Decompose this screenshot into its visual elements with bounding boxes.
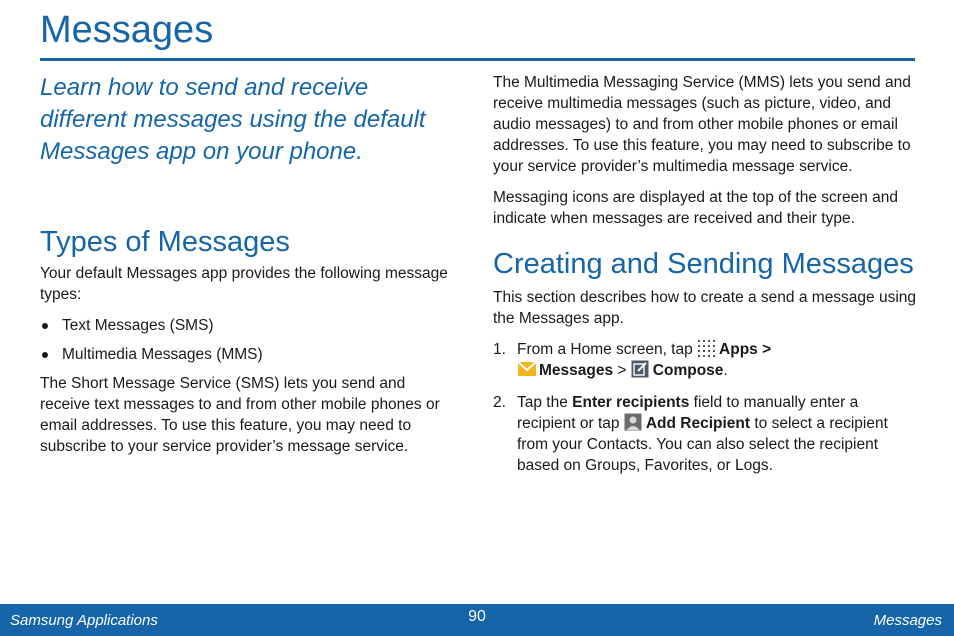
- footer-section-label: Samsung Applications: [10, 612, 158, 629]
- separator: >: [617, 362, 627, 379]
- enter-recipients-label: Enter recipients: [572, 394, 690, 411]
- left-column: [40, 72, 450, 467]
- period: .: [723, 362, 728, 379]
- page-footer: [0, 604, 954, 636]
- compose-label: Compose: [652, 362, 724, 379]
- title-rule: [40, 58, 915, 61]
- step-2: [493, 392, 918, 476]
- step-number: 1.: [493, 341, 506, 358]
- apps-label: Apps: [719, 341, 758, 358]
- intro-text: Learn how to send and receive different messages using the default Messages app on your phone.: [40, 74, 426, 165]
- add-recipient-label: Add Recipient: [645, 415, 751, 432]
- contact-person-icon: [624, 413, 642, 431]
- types-heading: Types of Messages: [40, 226, 290, 258]
- separator: >: [762, 341, 772, 358]
- page-title: Messages: [40, 9, 214, 51]
- step-text: Tap the: [517, 394, 568, 411]
- messages-envelope-icon: [517, 360, 535, 378]
- list-item: Multimedia Messages (MMS): [40, 344, 450, 365]
- page-number: 90: [468, 608, 486, 625]
- step-text: field to manually enter a recipient or tap: [517, 394, 859, 432]
- step-1: [493, 339, 918, 381]
- creating-heading: Creating and Sending Messages: [493, 248, 914, 280]
- message-types-list: [40, 315, 450, 365]
- sms-paragraph: The Short Message Service (SMS) lets you send and receive text messages to and from other mobile phones or email addresses. To use this feature, you may need to subscribe to your service provider’s message service.: [40, 375, 440, 455]
- list-item: Text Messages (SMS): [40, 315, 450, 336]
- icons-paragraph: Messaging icons are displayed at the top of the screen and indicate when messages are received and their type.: [493, 189, 898, 227]
- apps-grid-icon: [697, 339, 715, 357]
- compose-icon: [631, 360, 649, 378]
- step-number: 2.: [493, 394, 506, 411]
- step-text: to select a recipient from your Contacts. You can also select the recipient based on Groups, Favorites, or Logs.: [517, 415, 888, 474]
- mms-paragraph: The Multimedia Messaging Service (MMS) lets you send and receive multimedia messages (such as picture, video, and audio messages) to and from other mobile phones or email addresses. To use this feature, you may need to subscribe to your service provider’s multimedia message service.: [493, 74, 911, 175]
- footer-chapter-label: Messages: [873, 612, 942, 629]
- steps-list: [493, 339, 918, 476]
- step-text: From a Home screen, tap: [517, 341, 693, 358]
- messages-label: Messages: [539, 362, 614, 379]
- right-column: [493, 72, 918, 487]
- types-intro: Your default Messages app provides the following message types:: [40, 265, 448, 303]
- creating-intro: This section describes how to create a send a message using the Messages app.: [493, 289, 917, 327]
